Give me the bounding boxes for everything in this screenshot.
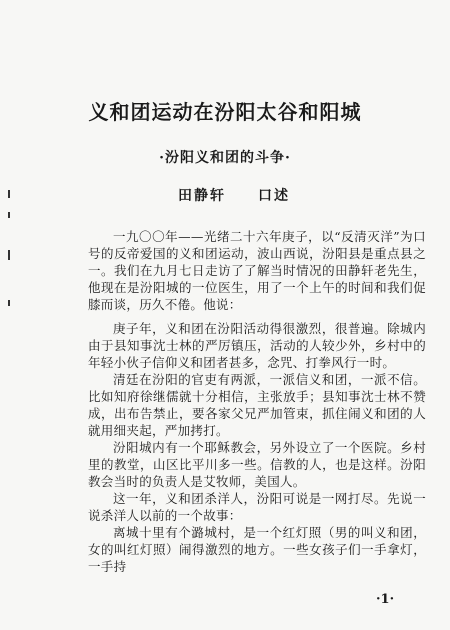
byline-role: 口述 [258,188,290,204]
author-name: 田静轩 [178,188,226,204]
paragraph: 一九〇〇年——光绪二十六年庚子，以“反清灭洋”为口号的反帝爱国的义和团运动，波山西说，汾阳县是重点县之一。我们在九月七日走访了了解当时情况的田静轩老先生，他现在是汾阳城的一位医生，用了一个上午的时间和我们促膝而谈，历久不倦。他说： [88,229,426,312]
paragraph: 庚子年，义和团在汾阳活动得很激烈，很普遍。除城内由于县知事沈士林的严厉镇压，活动的人较少外，乡村中的年轻小伙子信仰义和团者甚多，念咒、打拳风行一时。 [88,321,426,370]
article-subtitle: ·汾阳义和团的斗争· [159,150,291,166]
paragraph: 汾阳城内有一个耶稣教会，另外设立了一个医院。乡村里的教堂，山区比平川多一些。信教的人，也是这样。汾阳教会当时的负责人是艾牧师，美国人。 [88,440,426,489]
paragraph: 这一年，义和团杀洋人，汾阳可说是一网打尽。先说一说杀洋人以前的一个故事： [88,491,426,523]
paragraph: 清廷在汾阳的官吏有两派，一派信义和团，一派不信。比如知府徐继儒就十分相信，主张放手；县知事沈士林不赞成，出布告禁止，要各家父兄严加管束，抓住闹义和团的人就用细夹起，严加拷打。 [88,372,426,438]
paragraph: 离城十里有个潞城村，是一个红灯照（男的叫义和团，女的叫红灯照）闹得激烈的地方。一些女孩子们一手拿灯，一手持 [88,525,426,574]
page-number: ·1· [376,592,395,607]
article-title: 义和团运动在汾阳太谷和阳城 [88,100,362,124]
byline [178,185,290,205]
margin-marks [6,190,12,320]
article-body [88,228,426,575]
